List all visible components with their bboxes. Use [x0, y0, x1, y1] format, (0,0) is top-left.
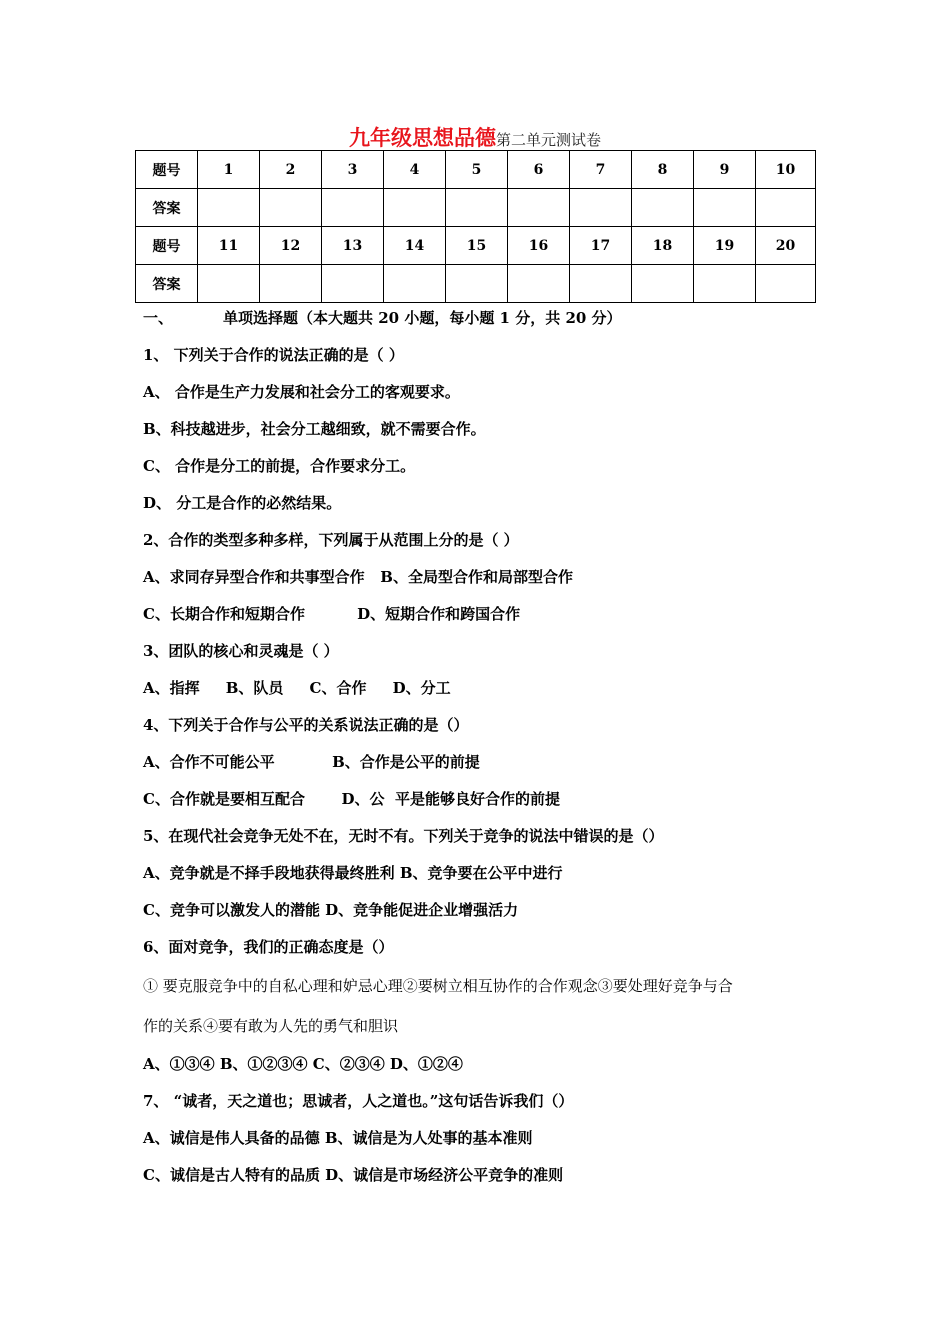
answer-cell[interactable] — [694, 189, 756, 227]
question-6-stem: 6、面对竞争，我们的正确态度是（） — [143, 938, 394, 956]
question-2-stem: 2、合作的类型多种多样，下列属于从范围上分的是（ ） — [143, 531, 519, 549]
answer-cell[interactable] — [260, 265, 322, 303]
row-label: 题号 — [136, 151, 198, 189]
question-2-option: C、长期合作和短期合作 D、短期合作和跨国合作 — [143, 605, 521, 623]
question-number-cell: 11 — [198, 227, 260, 265]
question-number-cell: 12 — [260, 227, 322, 265]
section-title: 单项选择题（本大题共 20 小题，每小题 1 分，共 20 分） — [223, 309, 622, 327]
answer-row-1 — [136, 189, 816, 227]
answer-cell[interactable] — [322, 189, 384, 227]
question-5-option: C、竞争可以激发人的潜能 D、竞争能促进企业增强活力 — [143, 901, 519, 919]
question-number-cell: 20 — [756, 227, 816, 265]
answer-cell[interactable] — [508, 265, 570, 303]
questions-body — [143, 300, 823, 1194]
question-number-cell: 19 — [694, 227, 756, 265]
question-6-statements: ① 要克服竞争中的自私心理和妒忌心理②要树立相互协作的合作观念③要处理好竞争与合 — [143, 977, 733, 995]
answer-cell[interactable] — [570, 265, 632, 303]
question-number-cell: 6 — [508, 151, 570, 189]
answer-cell[interactable] — [570, 189, 632, 227]
question-number-row-1 — [136, 151, 816, 189]
question-4-option: A、合作不可能公平 B、合作是公平的前提 — [143, 753, 480, 771]
question-number-cell: 8 — [632, 151, 694, 189]
answer-row-2 — [136, 265, 816, 303]
question-1-option: A、 合作是生产力发展和社会分工的客观要求。 — [143, 383, 460, 401]
question-2-option: A、求同存异型合作和共事型合作 B、全局型合作和局部型合作 — [143, 568, 573, 586]
answer-cell[interactable] — [198, 265, 260, 303]
question-5-stem: 5、在现代社会竞争无处不在，无时不有。下列关于竞争的说法中错误的是（） — [143, 827, 664, 845]
question-number-cell: 1 — [198, 151, 260, 189]
question-number-row-2 — [136, 227, 816, 265]
question-7-option: A、诚信是伟人具备的品德 B、诚信是为人处事的基本准则 — [143, 1129, 533, 1147]
question-3-stem: 3、团队的核心和灵魂是（ ） — [143, 642, 339, 660]
question-4-stem: 4、下列关于合作与公平的关系说法正确的是（） — [143, 716, 469, 734]
question-1-option: D、 分工是合作的必然结果。 — [143, 494, 342, 512]
question-number-cell: 15 — [446, 227, 508, 265]
question-6-option: A、①③④ B、①②③④ C、②③④ D、①②④ — [143, 1055, 463, 1073]
title-sub: 第二单元测试卷 — [495, 131, 601, 149]
answer-cell[interactable] — [694, 265, 756, 303]
answer-cell[interactable] — [756, 189, 816, 227]
question-5-option: A、竞争就是不择手段地获得最终胜利 B、竞争要在公平中进行 — [143, 864, 563, 882]
section-heading — [143, 300, 823, 337]
title-main: 九年级思想品德 — [348, 125, 496, 150]
question-number-cell: 16 — [508, 227, 570, 265]
question-4-option: C、合作就是要相互配合 D、公 平是能够良好合作的前提 — [143, 790, 560, 808]
question-number-cell: 7 — [570, 151, 632, 189]
answer-cell[interactable] — [384, 265, 446, 303]
question-number-cell: 5 — [446, 151, 508, 189]
question-number-cell: 18 — [632, 227, 694, 265]
question-number-cell: 3 — [322, 151, 384, 189]
question-number-cell: 13 — [322, 227, 384, 265]
question-number-cell: 2 — [260, 151, 322, 189]
answer-cell[interactable] — [384, 189, 446, 227]
answer-cell[interactable] — [632, 189, 694, 227]
row-label: 题号 — [136, 227, 198, 265]
answer-cell[interactable] — [756, 265, 816, 303]
question-6-statements-cont: 作的关系④要有敢为人先的勇气和胆识 — [143, 1017, 399, 1035]
question-7-stem: 7、 “诚者，天之道也；思诚者，人之道也。”这句话告诉我们（） — [143, 1092, 574, 1110]
answer-cell[interactable] — [198, 189, 260, 227]
question-3-option: A、指挥 B、队员 C、合作 D、分工 — [143, 679, 451, 697]
question-1-option: C、 合作是分工的前提，合作要求分工。 — [143, 457, 416, 475]
question-number-cell: 14 — [384, 227, 446, 265]
question-number-cell: 4 — [384, 151, 446, 189]
answer-cell[interactable] — [260, 189, 322, 227]
question-7-option: C、诚信是古人特有的品质 D、诚信是市场经济公平竞争的准则 — [143, 1166, 564, 1184]
answer-label: 答案 — [136, 189, 198, 227]
answer-cell[interactable] — [508, 189, 570, 227]
question-number-cell: 9 — [694, 151, 756, 189]
answer-cell[interactable] — [322, 265, 384, 303]
question-1-option: B、科技越进步，社会分工越细致，就不需要合作。 — [143, 420, 486, 438]
question-1-stem: 1、 下列关于合作的说法正确的是（ ） — [143, 346, 404, 364]
question-number-cell: 17 — [570, 227, 632, 265]
answer-table — [135, 150, 816, 303]
question-number-cell: 10 — [756, 151, 816, 189]
answer-label: 答案 — [136, 265, 198, 303]
answer-cell[interactable] — [632, 265, 694, 303]
section-number: 一、 — [143, 309, 174, 327]
answer-cell[interactable] — [446, 189, 508, 227]
answer-cell[interactable] — [446, 265, 508, 303]
